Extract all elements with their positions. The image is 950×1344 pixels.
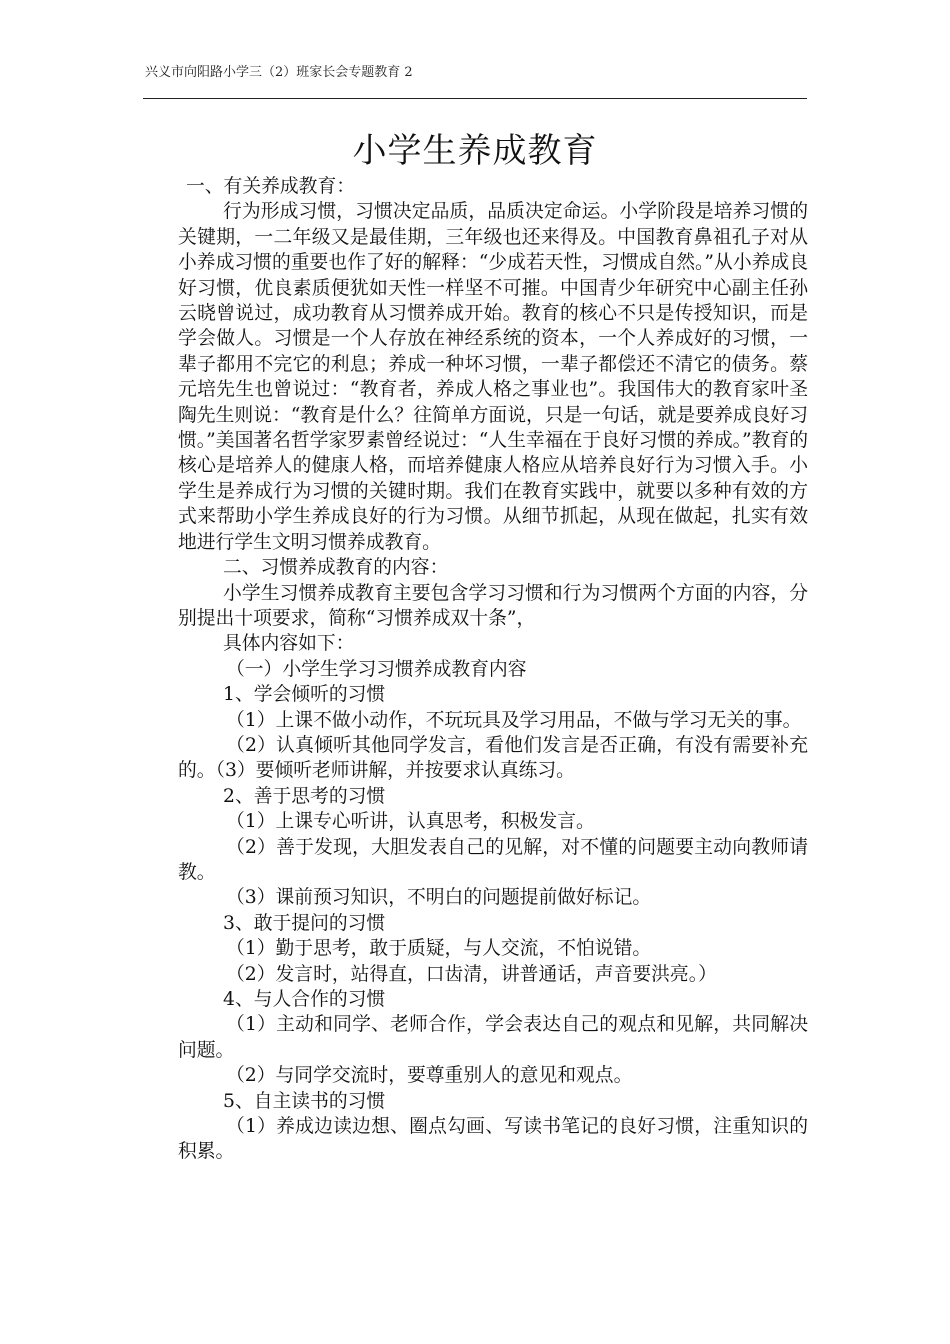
list-item: （1）养成边读边想、圈点勾画、写读书笔记的良好习惯，注重知识的积累。 [178,1116,808,1163]
item-heading: 5、自主读书的习惯 [223,1090,386,1112]
list-item: （3）课前预习知识，不明白的问题提前做好标记。 [226,887,652,909]
section-heading: 一、有关养成教育： [186,176,356,197]
body-paragraph: 小学生习惯养成教育主要包含学习习惯和行为习惯两个方面的内容，分别提出十项要求，简称“习惯养成双十条”， [178,582,808,629]
document-body [178,174,808,1165]
list-item: （1）上课专心听讲，认真思考，积极发言。 [226,811,595,833]
list-item: （2）认真倾听其他同学发言，看他们发言是否正确，有没有需要补充的。（3）要倾听老师讲解，并按要求认真练习。 [178,734,808,782]
list-item: （1）主动和同学、老师合作，学会表达自己的观点和见解，共同解决问题。 [178,1014,808,1061]
list-item: （1）勤于思考，敢于质疑，与人交流，不怕说错。 [226,938,652,960]
body-paragraph: 具体内容如下： [223,633,355,655]
section-heading: 二、习惯养成教育的内容： [223,557,449,579]
list-item: （1）上课不做小动作，不玩玩具及学习用品，不做与学习无关的事。 [226,709,802,731]
document-title: 小学生养成教育 [352,131,598,171]
subsection-heading: （一）小学生学习习惯养成教育内容 [226,658,527,680]
item-heading: 3、敢于提问的习惯 [223,912,386,934]
list-item: （2）与同学交流时，要尊重别人的意见和观点。 [226,1065,633,1087]
list-item: （2）发言时，站得直，口齿清，讲普通话，声音要洪亮。） [226,963,717,985]
item-heading: 4、与人合作的习惯 [223,989,386,1010]
body-paragraph: 行为形成习惯，习惯决定品质，品质决定命运。小学阶段是培养习惯的关键期，一二年级又是最佳期，三年级也还来得及。中国教育鼻祖孔子对从小养成习惯的重要也作了好的解释：“少成若天性，习惯成自然。”从小养成良好习惯，优良素质便犹如天性一样坚不可摧。中国青少年研究中心副主任孙云晓曾说过，成功教育从习惯养成开始。教育的核心不只是传授知识，而是学会做人。习惯是一个人存放在神经系统的资本，一个人养成好的习惯，一辈子都用不完它的利息；养成一种坏习惯，一辈子都偿还不清它的债务。蔡元培先生也曾说过：“教育者，养成人格之事业也”。我国伟大的教育家叶圣陶先生则说：“教育是什么？往简单方面说，只是一句话，就是要养成良好习惯。”美国著名哲学家罗素曾经说过：“人生幸福在于良好习惯的养成。”教育的核心是培养人的健康人格，而培养健康人格应从培养良好行为习惯入手。小学生是养成行为习惯的关键时期。我们在教育实践中，就要以多种有效的方式来帮助小学生养成良好的行为习惯。从细节抓起，从现在做起，扎实有效地进行学生文明习惯养成教育。 [178,201,808,553]
list-item: （2）善于发现，大胆发表自己的见解，对不懂的问题要主动向教师请教。 [178,836,808,883]
item-heading: 1、学会倾听的习惯 [223,684,386,706]
header-divider [143,98,807,99]
item-heading: 2、善于思考的习惯 [223,785,386,807]
running-header: 兴义市向阳路小学三（2）班家长会专题教育 2 [145,65,413,80]
